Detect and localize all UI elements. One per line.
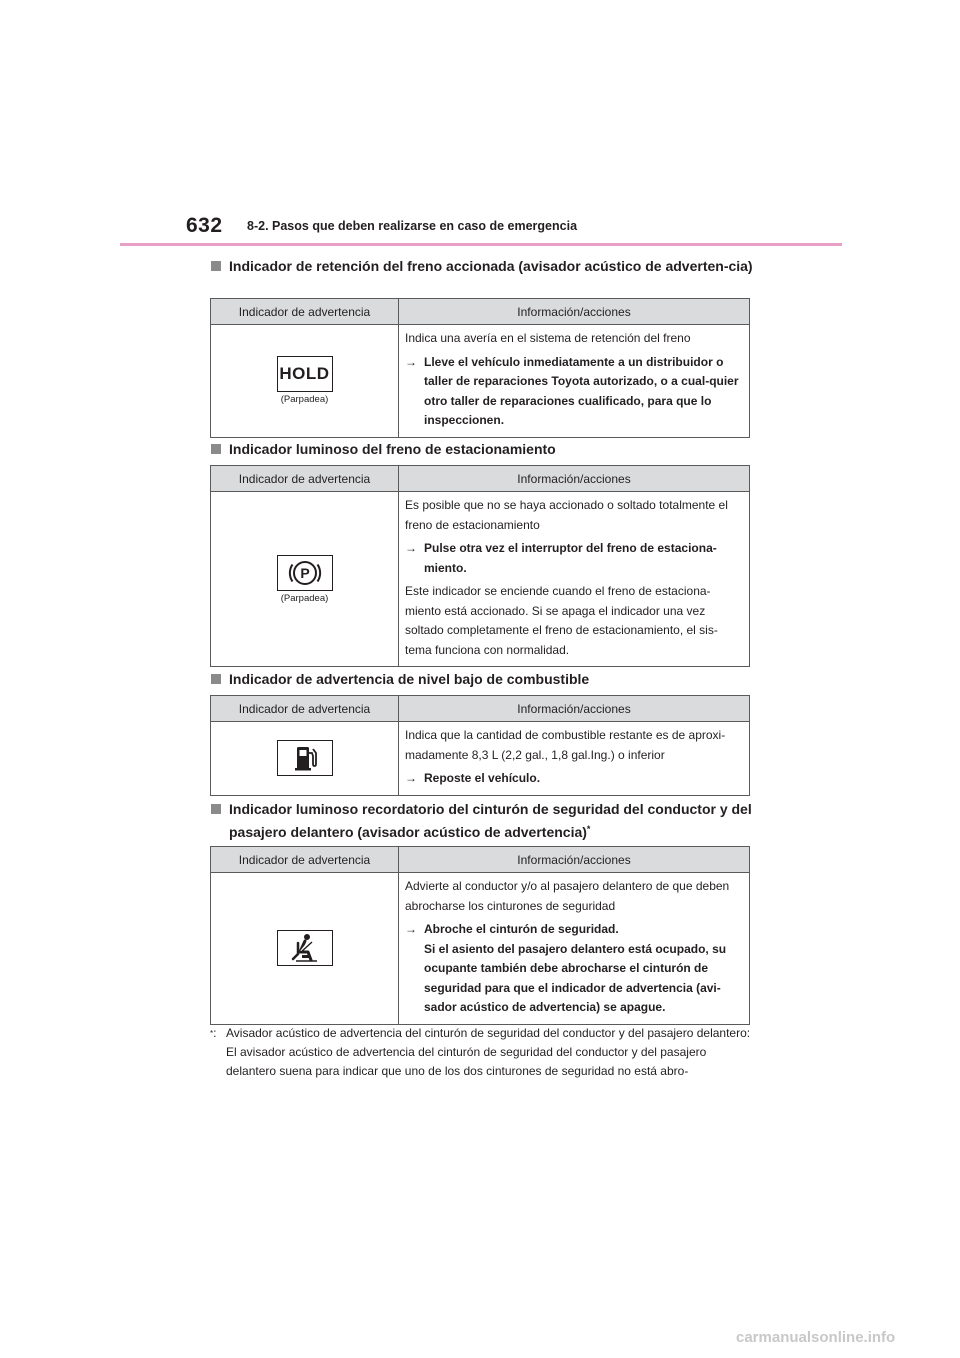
page-number: 632 — [186, 214, 223, 237]
info-cell — [399, 722, 750, 796]
action-text: → Reposte el vehículo. — [405, 769, 743, 789]
arrow-icon: → — [405, 922, 417, 936]
footnote: *: Avisador acústico de advertencia del cinturón de seguridad del conductor y del pasajero delantero: El avisador acústico de advertencia del cinturón de seguridad del conductor y del pasajero delantero suena para indicar que uno de los dos cinturones de seguridad no está abro- — [210, 1024, 755, 1081]
chapter-title: 8-2. Pasos que deben realizarse en caso de emergencia — [247, 219, 578, 233]
header-info-actions: Información/acciones — [399, 847, 750, 873]
square-bullet-icon — [211, 261, 221, 271]
arrow-icon: → — [405, 771, 417, 785]
action-text: → Pulse otra vez el interruptor del freno de estaciona-miento. — [405, 541, 717, 575]
header-info-actions: Información/acciones — [399, 696, 750, 722]
section-heading-fuel: Indicador de advertencia de nivel bajo de combustible — [211, 668, 761, 690]
info-text: Es posible que no se haya accionado o soltado totalmente el freno de estacionamiento — [405, 498, 728, 532]
icon-caption: (Parpadea) — [280, 592, 329, 604]
fuel-pump-icon — [277, 740, 333, 776]
action-text: → Lleve el vehículo inmediatamente a un distribuidor o taller de reparaciones Toyota autorizado, o a cual-quier otro taller de reparaciones cualificado, para que lo inspeccionen. — [405, 354, 739, 427]
icon-cell — [211, 492, 399, 667]
parking-brake-icon — [277, 555, 333, 591]
info-cell — [399, 492, 750, 667]
table-header-row — [211, 299, 750, 325]
table-row — [211, 492, 750, 667]
action-text: → Abroche el cinturón de seguridad. Si el asiento del pasajero delantero está ocupado, su ocupante también debe abrocharse el cinturón de seguridad para que el indicador de advertencia (avi-sador acústico de advertencia) se apague. — [405, 920, 743, 1018]
header-warning-light: Indicador de advertencia — [211, 696, 399, 722]
square-bullet-icon — [211, 444, 221, 454]
icon-cell — [211, 325, 399, 438]
seatbelt-warning-table — [210, 846, 750, 1025]
footnote-mark: * — [586, 824, 591, 834]
info-text: Indica una avería en el sistema de retención del freno — [405, 331, 691, 345]
fuel-warning-table — [210, 695, 750, 796]
table-row — [211, 722, 750, 796]
info-text: Advierte al conductor y/o al pasajero delantero de que deben abrocharse los cinturones de seguridad — [405, 879, 730, 913]
info-cell — [399, 873, 750, 1025]
note-text: Este indicador se enciende cuando el freno de estaciona-miento está accionado. Si se apaga el indicador una vez soltado completamente el freno de estacionamiento, el sis-tema funciona con normalidad. — [405, 584, 718, 657]
header-warning-light: Indicador de advertencia — [211, 299, 399, 325]
arrow-icon: → — [405, 541, 417, 555]
seatbelt-icon — [277, 930, 333, 966]
header-warning-light: Indicador de advertencia — [211, 466, 399, 492]
arrow-icon: → — [405, 354, 417, 369]
header-warning-light: Indicador de advertencia — [211, 847, 399, 873]
header-info-actions: Información/acciones — [399, 299, 750, 325]
table-row — [211, 873, 750, 1025]
info-cell — [399, 325, 750, 438]
footnote-text-2: El avisador acústico de advertencia del cinturón de seguridad del conductor y del pasajero delantero suena para indicar que uno de los dos cinturones de seguridad no está abro- — [226, 1045, 707, 1078]
section-heading-seatbelt: Indicador luminoso recordatorio del cinturón de seguridad del conductor y del pasajero delantero (avisador acústico de advertencia)* — [211, 798, 761, 844]
hold-warning-table — [210, 298, 750, 438]
info-text: Indica que la cantidad de combustible restante es de aproxi-madamente 8,3 L (2,2 gal., 1,8 gal.Ing.) o inferior — [405, 728, 726, 762]
icon-cell — [211, 873, 399, 1025]
table-row — [211, 325, 750, 438]
svg-text:P: P — [299, 564, 310, 581]
watermark: carmanualsonline.info — [736, 1329, 896, 1346]
section-heading-parking-brake: Indicador luminoso del freno de estacionamiento — [211, 438, 761, 460]
header-info-actions: Información/acciones — [399, 466, 750, 492]
header-divider — [120, 243, 842, 246]
table-header-row — [211, 696, 750, 722]
icon-cell — [211, 722, 399, 796]
icon-caption: (Parpadea) — [280, 394, 329, 406]
table-header-row — [211, 847, 750, 873]
table-header-row — [211, 466, 750, 492]
square-bullet-icon — [211, 674, 221, 684]
footnote-text: Avisador acústico de advertencia del cinturón de seguridad del conductor y del pasajero delantero: — [226, 1026, 751, 1040]
square-bullet-icon — [211, 804, 221, 814]
hold-icon: HOLD — [277, 356, 333, 392]
section-heading-hold: Indicador de retención del freno accionada (avisador acústico de adverten-cia) — [211, 255, 761, 277]
parking-brake-warning-table — [210, 465, 750, 667]
action-continuation: Si el asiento del pasajero delantero está ocupado, su ocupante también debe abrocharse el cinturón de seguridad para que el indicador de advertencia (avi-sador acústico de advertencia) se apague. — [424, 941, 727, 1014]
